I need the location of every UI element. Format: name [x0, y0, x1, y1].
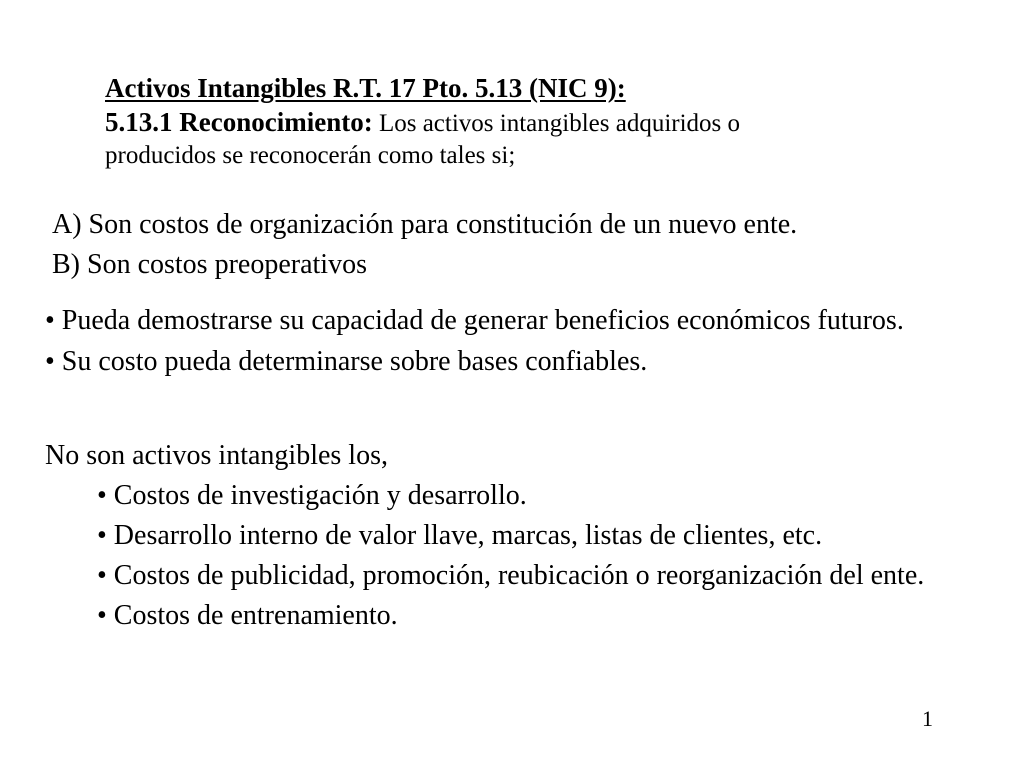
exclusion-item: • Costos de publicidad, promoción, reubicación o reorganización del ente.: [97, 560, 925, 591]
heading-block: [105, 70, 985, 172]
exclusion-item: • Desarrollo interno de valor llave, marcas, listas de clientes, etc.: [97, 520, 823, 551]
recognition-text-line2: producidos se reconocerán como tales si;: [105, 142, 516, 169]
option-a: A) Son costos de organización para constitución de un nuevo ente.: [52, 209, 798, 240]
recognition-label: 5.13.1 Reconocimiento:: [105, 107, 373, 137]
options-list: [52, 205, 1002, 285]
slide-title: Activos Intangibles R.T. 17 Pto. 5.13 (NIC 9):: [105, 73, 626, 103]
condition-item: • Pueda demostrarse su capacidad de generar beneficios económicos futuros.: [45, 305, 904, 336]
exclusion-item: • Costos de entrenamiento.: [97, 600, 398, 631]
condition-item: • Su costo pueda determinarse sobre bases confiables.: [45, 346, 648, 377]
exclusions-block: [45, 436, 1005, 636]
exclusions-intro: No son activos intangibles los,: [45, 440, 388, 471]
recognition-text-line1: Los activos intangibles adquiridos o: [372, 110, 741, 137]
exclusion-item: • Costos de investigación y desarrollo.: [97, 480, 527, 511]
recognition-paragraph: [105, 106, 985, 172]
option-b: B) Son costos preoperativos: [52, 249, 367, 280]
page-number: 1: [922, 706, 933, 731]
conditions-list: [45, 300, 1005, 382]
